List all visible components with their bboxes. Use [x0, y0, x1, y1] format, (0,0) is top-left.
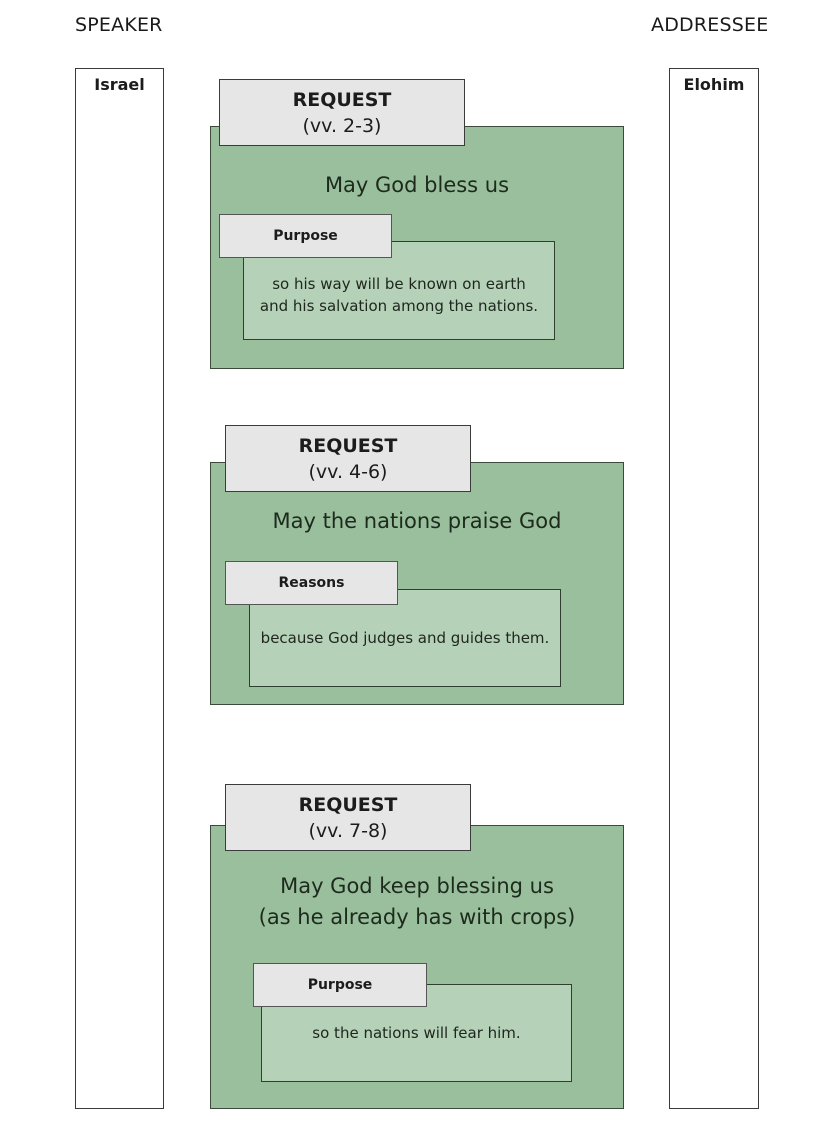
addressee-name: Elohim [683, 75, 745, 94]
sub-text-line: because God judges and guides them. [260, 629, 550, 647]
main-text-line: May God keep blessing us [280, 874, 554, 898]
speaker-column-title: SPEAKER [75, 14, 163, 36]
sub-text-line: and his salvation among the nations. [259, 296, 539, 315]
sub-text-line: so his way will be known on earth [272, 274, 526, 293]
request-verses-2: (vv. 4-6) [308, 460, 388, 483]
request-title-2: REQUEST [298, 434, 398, 457]
sub-label-3: Purpose [253, 963, 427, 1007]
request-main-text-3 [210, 871, 624, 933]
main-text-line: (as he already has with crops) [258, 905, 576, 929]
main-text-line: May the nations praise God [272, 509, 562, 533]
request-header-1 [219, 79, 465, 146]
request-header-3 [225, 784, 471, 851]
request-verses-1: (vv. 2-3) [302, 114, 382, 137]
request-verses-3: (vv. 7-8) [308, 819, 388, 842]
main-text-line: May God bless us [324, 173, 510, 197]
request-main-text-1 [210, 170, 624, 201]
sub-label-2: Reasons [225, 561, 398, 605]
addressee-column [669, 68, 759, 1109]
speaker-column [75, 68, 164, 1109]
request-title-1: REQUEST [292, 88, 392, 111]
speaker-name: Israel [94, 75, 145, 94]
sub-label-1: Purpose [219, 214, 392, 258]
request-main-text-2 [210, 506, 624, 537]
sub-text-line: so the nations will fear him. [312, 1024, 521, 1042]
request-header-2 [225, 425, 471, 492]
addressee-column-title: ADDRESSEE [651, 14, 769, 36]
request-title-3: REQUEST [298, 793, 398, 816]
